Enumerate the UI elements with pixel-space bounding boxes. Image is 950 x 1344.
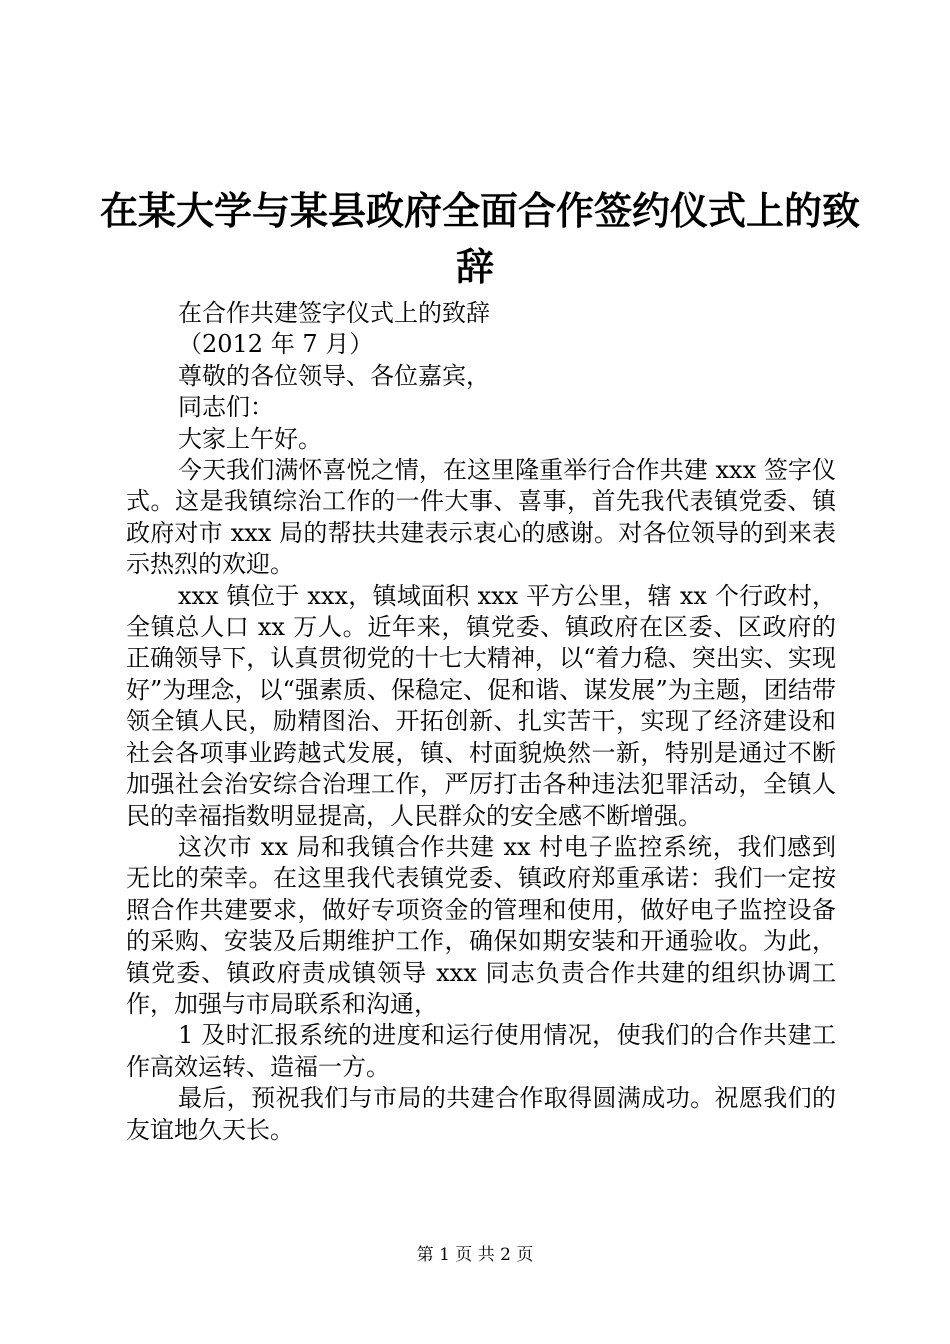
paragraph: 1 及时汇报系统的进度和运行使用情况，使我们的合作共建工作高效运转、造福一方。 [126, 1021, 836, 1081]
date-line: （2012 年 7 月） [178, 330, 374, 359]
title-line: 在某大学与某县政府全面合作签约仪式上的致 [100, 189, 861, 234]
salutation: 尊敬的各位领导、各位嘉宾， [178, 361, 490, 390]
paragraph: 最后，预祝我们与市局的共建合作取得圆满成功。祝愿我们的友谊地久天长。 [126, 1084, 836, 1144]
paragraph: 今天我们满怀喜悦之情，在这里隆重举行合作共建 xxx 签字仪式。这是我镇综治工作的一件大事、喜事，首先我代表镇党委、镇政府对市 xxx 局的帮扶共建表示衷心的感谢。对各位领导的到来表示热烈的欢迎。 [126, 456, 836, 579]
greeting: 大家上午好。 [178, 424, 322, 453]
page-number-footer: 第 1 页 共 2 页 [416, 1245, 534, 1265]
document-title [100, 183, 861, 295]
salutation: 同志们： [178, 393, 274, 422]
document-body [126, 298, 836, 1146]
paragraph: 这次市 xx 局和我镇合作共建 xx 村电子监控系统，我们感到无比的荣幸。在这里我代表镇党委、镇政府郑重承诺：我们一定按照合作共建要求，做好专项资金的管理和使用，做好电子监控设备的采购、安装及后期维护工作，确保如期安装和开通验收。为此，镇党委、镇政府责成镇领导 xxx 同志负责合作共建的组织协调工作，加强与市局联系和沟通， [126, 832, 836, 1018]
subtitle: 在合作共建签字仪式上的致辞 [178, 299, 490, 327]
title-line: 辞 [455, 245, 494, 290]
paragraph: xxx 镇位于 xxx，镇域面积 xxx 平方公里，辖 xx 个行政村，全镇总人口 xx 万人。近年来，镇党委、镇政府在区委、区政府的正确领导下，认真贯彻党的十七大精神，以“着力稳、突出实、实现好”为理念，以“强素质、保稳定、促和谐、谋发展”为主题，团结带领全镇人民，励精图治、开拓创新、扎实苦干，实现了经济建设和社会各项事业跨越式发展，镇、村面貌焕然一新，特别是通过不断加强社会治安综合治理工作，严厉打击各种违法犯罪活动，全镇人民的幸福指数明显提高，人民群众的安全感不断增强。 [126, 581, 836, 830]
